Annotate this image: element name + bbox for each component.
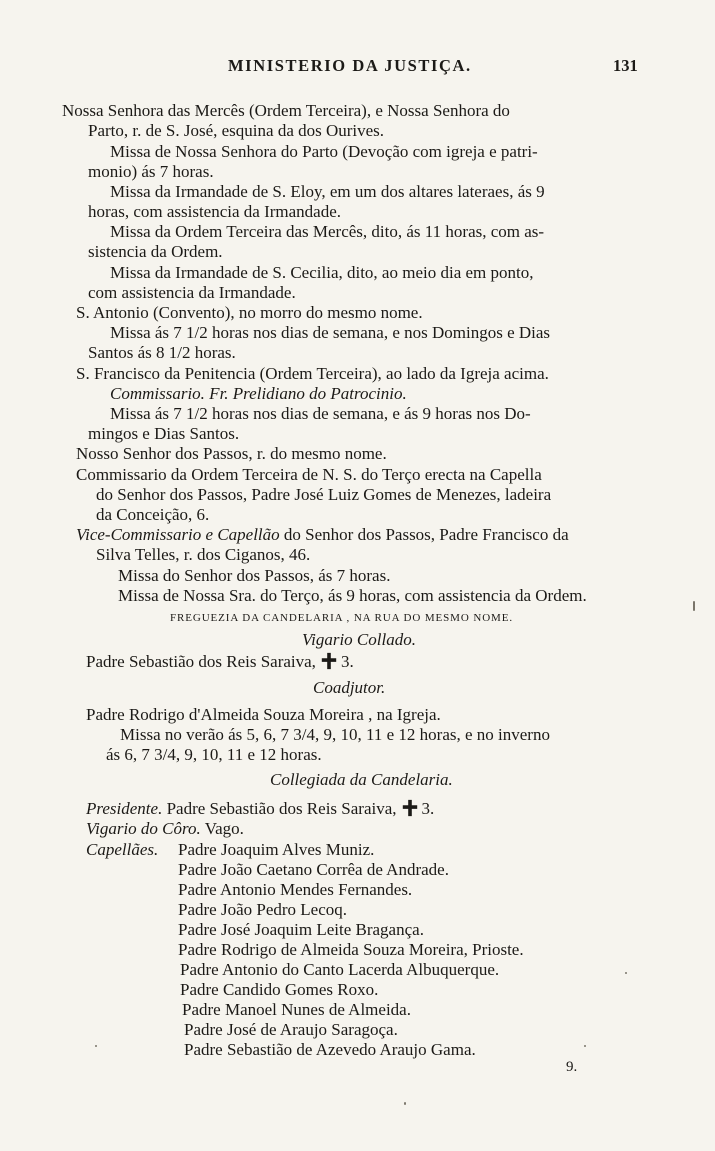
subheading: Vigario Collado. <box>302 630 416 649</box>
text-line: Missa ás 7 1/2 horas nos dias de semana, e ás 9 horas nos Do- <box>110 404 531 423</box>
subheading: Coadjutor. <box>313 678 386 697</box>
text-line: monio) ás 7 horas. <box>88 162 214 181</box>
running-head: MINISTERIO DA JUSTIÇA. <box>228 56 472 75</box>
printing-speck <box>693 601 695 611</box>
text-segment: 3. <box>421 799 435 818</box>
text-segment: 3. <box>340 652 354 671</box>
text-line: Padre Joaquim Alves Muniz. <box>178 840 375 859</box>
text-line: Nosso Senhor dos Passos, r. do mesmo nome. <box>76 444 387 463</box>
text-line: Missa do Senhor dos Passos, ás 7 horas. <box>118 566 391 585</box>
text-line: do Senhor dos Passos, Padre José Luiz Gomes de Menezes, ladeira <box>96 485 552 504</box>
role-label: Vice-Commissario e Capellão <box>76 525 280 544</box>
text-segment: Padre Sebastião dos Reis Saraiva, <box>162 799 397 818</box>
cross-icon <box>320 652 338 670</box>
subheading: Collegiada da Candelaria. <box>270 770 453 789</box>
text-line: Santos ás 8 1/2 horas. <box>88 343 236 362</box>
text-line: com assistencia da Irmandade. <box>88 283 296 302</box>
text-line: Parto, r. de S. José, esquina da dos Ourives. <box>88 121 385 140</box>
text-line: Padre Antonio Mendes Fernandes. <box>178 880 413 899</box>
printing-speck <box>625 972 627 974</box>
text-segment: do Senhor dos Passos, Padre Francisco da <box>279 525 569 544</box>
text-line: Missa ás 7 1/2 horas nos dias de semana, e nos Domingos e Dias <box>110 323 551 342</box>
text-line: Missa de Nossa Sra. do Terço, ás 9 horas, com assistencia da Ordem. <box>118 586 587 605</box>
text-line: Padre José de Araujo Saragoça. <box>184 1020 398 1039</box>
text-line: horas, com assistencia da Irmandade. <box>88 202 342 221</box>
text-segment: Padre Sebastião dos Reis Saraiva, <box>86 652 316 671</box>
text-line: Padre Candido Gomes Roxo. <box>180 980 379 999</box>
page-number: 131 <box>613 56 638 75</box>
text-line: Padre Rodrigo de Almeida Souza Moreira, Prioste. <box>178 940 524 959</box>
page-header <box>0 56 715 82</box>
text-line: Padre João Caetano Corrêa de Andrade. <box>178 860 449 879</box>
text-line: ás 6, 7 3/4, 9, 10, 11 e 12 horas. <box>106 745 322 764</box>
role-label: Capellães. <box>86 840 159 859</box>
text-line <box>86 652 354 672</box>
text-line: sistencia da Ordem. <box>88 242 223 261</box>
text-line: Padre José Joaquim Leite Bragança. <box>178 920 424 939</box>
text-segment: Vago. <box>200 819 244 838</box>
text-line: Missa da Ordem Terceira das Mercês, dito, ás 11 horas, com as- <box>110 222 545 241</box>
text-line <box>86 819 244 839</box>
text-line <box>76 525 569 545</box>
text-line: Missa da Irmandade de S. Eloy, em um dos altares lateraes, ás 9 <box>110 182 545 201</box>
text-line: Missa no verão ás 5, 6, 7 3/4, 9, 10, 11 e 12 horas, e no inverno <box>120 725 550 744</box>
text-line: Padre Manoel Nunes de Almeida. <box>182 1000 411 1019</box>
signature-mark: 9. <box>566 1059 578 1075</box>
text-line: Nossa Senhora das Mercês (Ordem Terceira), e Nossa Senhora do <box>62 101 510 120</box>
role-label: Presidente. <box>86 799 163 818</box>
text-line: S. Antonio (Convento), no morro do mesmo nome. <box>76 303 423 322</box>
text-line: Padre Sebastião de Azevedo Araujo Gama. <box>184 1040 476 1059</box>
printing-speck <box>95 1045 97 1047</box>
text-line: Missa da Irmandade de S. Cecilia, dito, ao meio dia em ponto, <box>110 263 534 282</box>
text-line: Missa de Nossa Senhora do Parto (Devoção com igreja e patri- <box>110 142 538 161</box>
text-line: Padre Antonio do Canto Lacerda Albuquerque. <box>180 960 500 979</box>
text-line: Commissario da Ordem Terceira de N. S. do Terço erecta na Capella <box>76 465 542 484</box>
text-line: Padre Rodrigo d'Almeida Souza Moreira , na Igreja. <box>86 705 441 724</box>
text-line: da Conceição, 6. <box>96 505 210 524</box>
printing-speck <box>584 1045 586 1047</box>
text-line: S. Francisco da Penitencia (Ordem Terceira), ao lado da Igreja acima. <box>76 364 549 383</box>
printing-speck <box>404 1102 406 1105</box>
section-heading: FREGUEZIA DA CANDELARIA , NA RUA DO MESMO NOME. <box>170 612 513 624</box>
cross-icon <box>401 799 419 817</box>
role-label: Vigario do Côro. <box>86 819 201 838</box>
text-line <box>86 799 434 819</box>
text-line: Silva Telles, r. dos Ciganos, 46. <box>96 545 311 564</box>
text-line: Padre João Pedro Lecoq. <box>178 900 348 919</box>
text-line: Commissario. Fr. Prelidiano do Patrocinio. <box>110 384 407 403</box>
text-line: mingos e Dias Santos. <box>88 424 240 443</box>
